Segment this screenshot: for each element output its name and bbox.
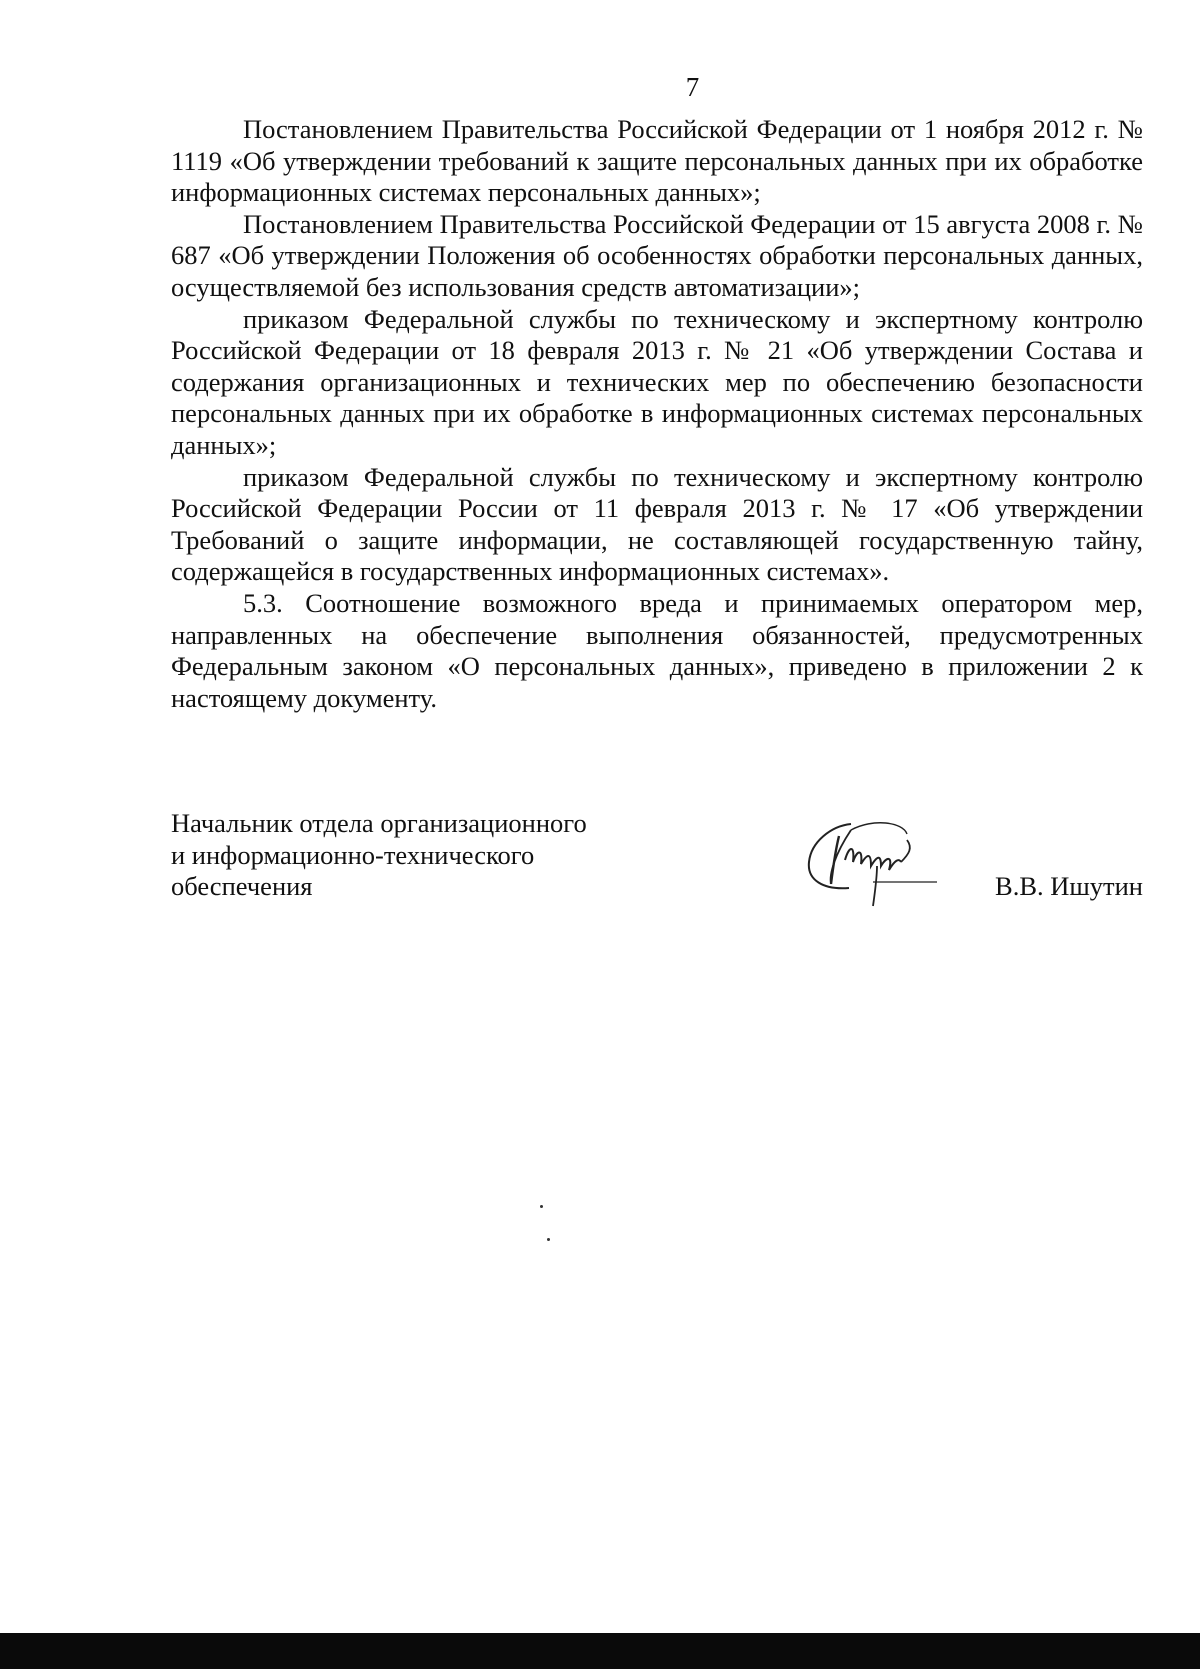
signature-block: [171, 808, 1143, 918]
signer-position: [171, 808, 691, 903]
signer-name: В.В. Ишутин: [995, 871, 1143, 901]
scan-speck: [547, 1238, 550, 1241]
scan-speck: [540, 1205, 543, 1208]
paragraph-order-17: приказом Федеральной службы по техническому и экспертному контролю Российской Федерации России от 11 февраля 2013 г. № 17 «Об утверждении Требований о защите информации, не составляющей государственную тайну, содержащейся в государственных информационных системах».: [171, 461, 1143, 587]
signer-position-line: обеспечения: [171, 871, 313, 902]
paragraph-resolution-687: Постановлением Правительства Российской Федерации от 15 августа 2008 г. № 687 «Об утверждении Положения об особенностях обработки персональных данных, осуществляемой без использования средств автоматизации»;: [171, 208, 1143, 302]
paragraph-resolution-1119: Постановлением Правительства Российской Федерации от 1 ноября 2012 г. № 1119 «Об утверждении требований к защите персональных данных при их обработке информационных системах персональных данных»;: [171, 114, 1143, 208]
handwritten-signature-icon: [789, 810, 949, 910]
paragraph-section-5-3: 5.3. Соотношение возможного вреда и принимаемых оператором мер, направленных на обеспечение выполнения обязанностей, предусмотренных Федеральным законом «О персональных данных», приведено в приложении 2 к настоящему документу.: [171, 587, 1143, 713]
document-body: [171, 114, 1143, 714]
scan-border: [0, 1633, 1200, 1669]
signer-position-line: Начальник отдела организационного: [171, 808, 587, 838]
page-number: 7: [685, 72, 700, 102]
signer-position-line: и информационно-технического: [171, 839, 535, 870]
paragraph-order-21: приказом Федеральной службы по техническому и экспертному контролю Российской Федерации от 18 февраля 2013 г. № 21 «Об утверждении Состава и содержания организационных и технических мер по обеспечению безопасности персональных данных при их обработке в информационных системах персональных данных»;: [171, 303, 1143, 460]
